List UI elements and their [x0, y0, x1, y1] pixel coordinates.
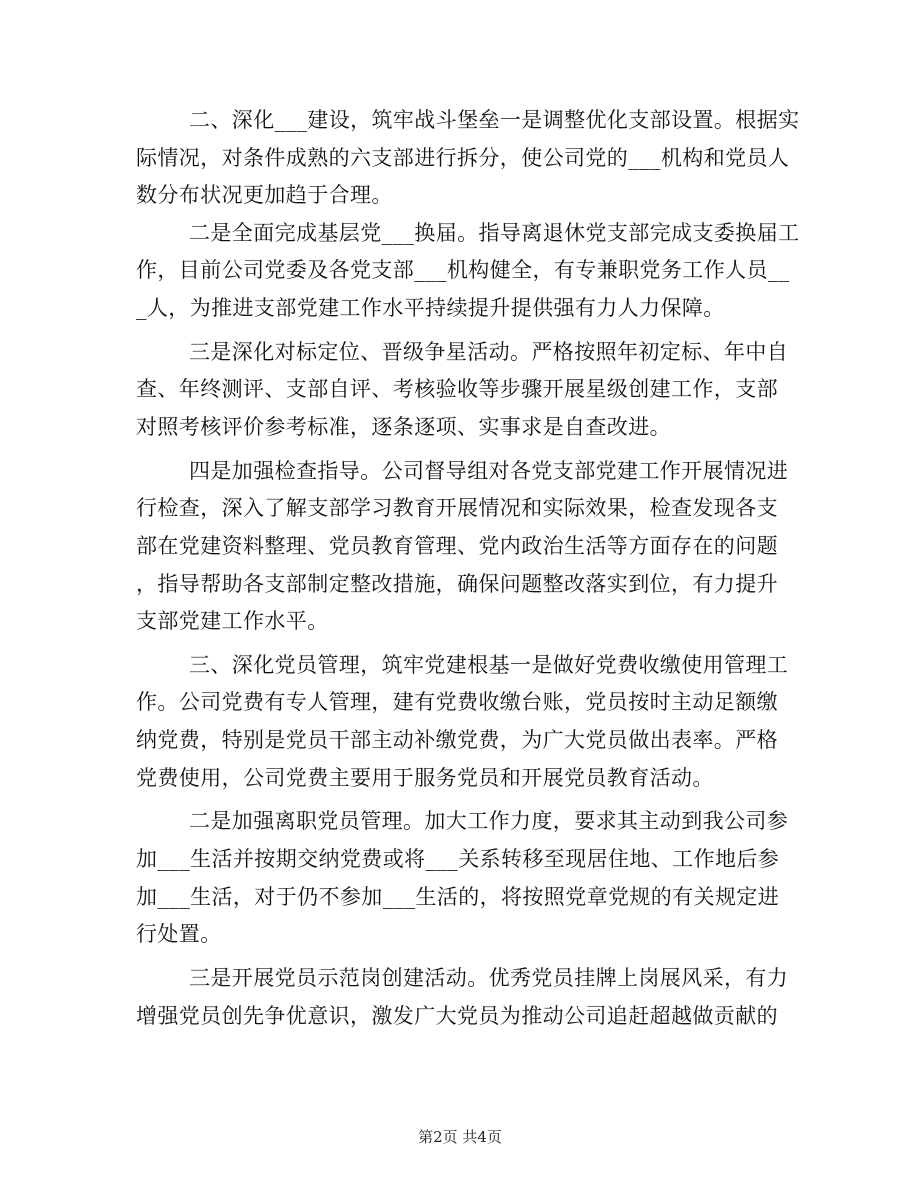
- paragraph-line: 际情况，对条件成熟的六支部进行拆分，使公司党的___机构和党员人: [136, 145, 790, 170]
- paragraph-line: 支部党建工作水平。: [136, 609, 329, 634]
- paragraph-6: [136, 803, 789, 953]
- paragraph-line: 二、深化___建设，筑牢战斗堡垒一是调整优化支部设置。根据实: [189, 108, 800, 132]
- paragraph-7: [136, 960, 789, 1035]
- paragraph-line: 三、深化党员管理，筑牢党建根基一是做好党费收缴使用管理工: [189, 652, 789, 677]
- page-number-footer: 第2页 共4页: [418, 1128, 502, 1146]
- paragraph-line: 三是开展党员示范岗创建活动。优秀党员挂牌上岗展风采，有力: [189, 966, 789, 990]
- paragraph-line: 行处置。: [136, 922, 222, 947]
- paragraph-line: ，指导帮助各支部制定整改措施，确保问题整改落实到位，有力提升: [136, 571, 778, 596]
- paragraph-line: 纳党费，特别是党员干部主动补缴党费，为广大党员做出表率。严格: [136, 728, 778, 753]
- paragraph-line: 数分布状况更加趋于合理。: [136, 183, 393, 208]
- paragraph-4: [136, 453, 789, 641]
- paragraph-line: 二是全面完成基层党___换届。指导离退休党支部完成支委换届工: [189, 220, 800, 245]
- paragraph-line: _人，为推进支部党建工作水平持续提升提供强有力人力保障。: [136, 295, 725, 320]
- paragraph-line: 查、年终测评、支部自评、考核验收等步骤开展星级创建工作，支部: [136, 377, 778, 402]
- paragraph-line: 二是加强离职党员管理。加大工作力度，要求其主动到我公司参: [189, 809, 789, 834]
- paragraph-line: 四是加强检查指导。公司督导组对各党支部党建工作开展情况进: [189, 458, 789, 483]
- paragraph-line: 作，目前公司党委及各党支部___机构健全，有专兼职党务工作人员__: [136, 258, 790, 283]
- paragraph-line: 加___生活并按期交纳党费或将___关系转移至现居住地、工作地后参: [136, 847, 780, 872]
- paragraph-5: [136, 647, 789, 797]
- paragraph-1: [136, 102, 800, 215]
- paragraph-2: [136, 215, 800, 328]
- paragraph-line: 作。公司党费有专人管理，建有党费收缴台账，党员按时主动足额缴: [136, 690, 778, 715]
- paragraph-line: 党费使用，公司党费主要用于服务党员和开展党员教育活动。: [136, 765, 714, 790]
- paragraph-line: 对照考核评价参考标准，逐条逐项、实事求是自查改进。: [136, 414, 671, 439]
- paragraph-3: [136, 334, 789, 447]
- paragraph-line: 三是深化对标定位、晋级争星活动。严格按照年初定标、年中自: [189, 339, 789, 364]
- document-body: [136, 102, 800, 1041]
- paragraph-line: 部在党建资料整理、党员教育管理、党内政治生活等方面存在的问题: [136, 533, 778, 558]
- paragraph-line: 行检查，深入了解支部学习教育开展情况和实际效果，检查发现各支: [136, 496, 778, 521]
- paragraph-line: 增强党员创先争优意识，激发广大党员为推动公司追赶超越做贡献的: [136, 1003, 778, 1028]
- paragraph-line: 加___生活，对于仍不参加___生活的，将按照党章党规的有关规定进: [136, 884, 780, 909]
